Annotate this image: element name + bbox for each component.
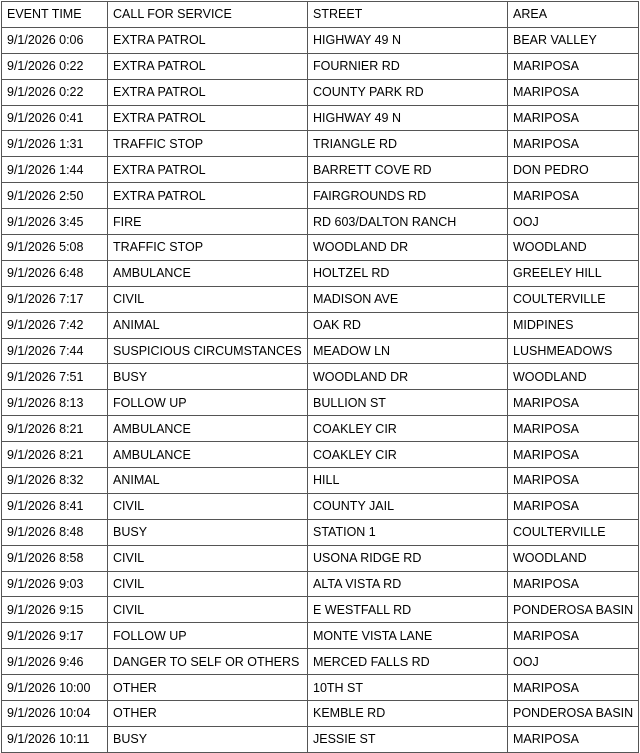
cell-area: PONDEROSA BASIN xyxy=(508,701,639,727)
table-row xyxy=(2,260,639,286)
table-row xyxy=(2,235,639,261)
table-row xyxy=(2,701,639,727)
table-row xyxy=(2,27,639,53)
table-row xyxy=(2,623,639,649)
cell-call-for-service: EXTRA PATROL xyxy=(108,157,308,183)
cell-street: HIGHWAY 49 N xyxy=(308,105,508,131)
cell-call-for-service: OTHER xyxy=(108,701,308,727)
cell-street: BULLION ST xyxy=(308,390,508,416)
cell-street: E WESTFALL RD xyxy=(308,597,508,623)
cell-area: WOODLAND xyxy=(508,545,639,571)
table-row xyxy=(2,545,639,571)
cell-street: JESSIE ST xyxy=(308,726,508,752)
table-row xyxy=(2,597,639,623)
cell-event-time: 9/1/2026 1:44 xyxy=(2,157,108,183)
table-row xyxy=(2,519,639,545)
cell-event-time: 9/1/2026 6:48 xyxy=(2,260,108,286)
cell-area: MARIPOSA xyxy=(508,105,639,131)
cell-area: MARIPOSA xyxy=(508,468,639,494)
table-row xyxy=(2,157,639,183)
cell-call-for-service: FOLLOW UP xyxy=(108,390,308,416)
cell-event-time: 9/1/2026 8:13 xyxy=(2,390,108,416)
cell-area: GREELEY HILL xyxy=(508,260,639,286)
cell-street: RD 603/DALTON RANCH xyxy=(308,209,508,235)
cell-area: OOJ xyxy=(508,649,639,675)
cell-call-for-service: SUSPICIOUS CIRCUMSTANCES xyxy=(108,338,308,364)
cell-event-time: 9/1/2026 9:15 xyxy=(2,597,108,623)
cell-event-time: 9/1/2026 3:45 xyxy=(2,209,108,235)
cell-call-for-service: BUSY xyxy=(108,364,308,390)
cell-street: MONTE VISTA LANE xyxy=(308,623,508,649)
cell-event-time: 9/1/2026 9:03 xyxy=(2,571,108,597)
cell-area: MARIPOSA xyxy=(508,183,639,209)
cell-street: FAIRGROUNDS RD xyxy=(308,183,508,209)
cell-street: MERCED FALLS RD xyxy=(308,649,508,675)
cell-call-for-service: BUSY xyxy=(108,726,308,752)
cell-call-for-service: ANIMAL xyxy=(108,468,308,494)
cell-street: WOODLAND DR xyxy=(308,364,508,390)
cell-area: COULTERVILLE xyxy=(508,519,639,545)
call-log-table xyxy=(1,1,639,753)
cell-street: HOLTZEL RD xyxy=(308,260,508,286)
table-row xyxy=(2,183,639,209)
table-row xyxy=(2,131,639,157)
cell-area: WOODLAND xyxy=(508,235,639,261)
cell-area: DON PEDRO xyxy=(508,157,639,183)
cell-call-for-service: CIVIL xyxy=(108,493,308,519)
cell-call-for-service: CIVIL xyxy=(108,545,308,571)
header-call-for-service: CALL FOR SERVICE xyxy=(108,2,308,28)
cell-call-for-service: BUSY xyxy=(108,519,308,545)
cell-call-for-service: ANIMAL xyxy=(108,312,308,338)
table-body xyxy=(2,27,639,752)
cell-street: HIGHWAY 49 N xyxy=(308,27,508,53)
cell-street: BARRETT COVE RD xyxy=(308,157,508,183)
header-area: AREA xyxy=(508,2,639,28)
cell-area: WOODLAND xyxy=(508,364,639,390)
cell-event-time: 9/1/2026 9:46 xyxy=(2,649,108,675)
cell-event-time: 9/1/2026 2:50 xyxy=(2,183,108,209)
cell-street: TRIANGLE RD xyxy=(308,131,508,157)
header-row xyxy=(2,2,639,28)
cell-event-time: 9/1/2026 1:31 xyxy=(2,131,108,157)
table-row xyxy=(2,649,639,675)
cell-call-for-service: CIVIL xyxy=(108,286,308,312)
table-row xyxy=(2,726,639,752)
table-row xyxy=(2,675,639,701)
cell-call-for-service: CIVIL xyxy=(108,597,308,623)
cell-street: MADISON AVE xyxy=(308,286,508,312)
table-row xyxy=(2,442,639,468)
cell-event-time: 9/1/2026 7:44 xyxy=(2,338,108,364)
cell-street: 10TH ST xyxy=(308,675,508,701)
cell-area: MARIPOSA xyxy=(508,131,639,157)
cell-event-time: 9/1/2026 8:21 xyxy=(2,416,108,442)
cell-area: MARIPOSA xyxy=(508,571,639,597)
cell-event-time: 9/1/2026 8:41 xyxy=(2,493,108,519)
cell-area: BEAR VALLEY xyxy=(508,27,639,53)
cell-call-for-service: FIRE xyxy=(108,209,308,235)
cell-call-for-service: TRAFFIC STOP xyxy=(108,131,308,157)
cell-event-time: 9/1/2026 0:06 xyxy=(2,27,108,53)
cell-call-for-service: CIVIL xyxy=(108,571,308,597)
table-row xyxy=(2,364,639,390)
table-row xyxy=(2,312,639,338)
table-row xyxy=(2,571,639,597)
cell-call-for-service: TRAFFIC STOP xyxy=(108,235,308,261)
header-event-time: EVENT TIME xyxy=(2,2,108,28)
cell-area: COULTERVILLE xyxy=(508,286,639,312)
cell-call-for-service: OTHER xyxy=(108,675,308,701)
cell-call-for-service: FOLLOW UP xyxy=(108,623,308,649)
cell-event-time: 9/1/2026 10:04 xyxy=(2,701,108,727)
cell-event-time: 9/1/2026 0:41 xyxy=(2,105,108,131)
cell-event-time: 9/1/2026 8:21 xyxy=(2,442,108,468)
cell-area: MIDPINES xyxy=(508,312,639,338)
cell-event-time: 9/1/2026 9:17 xyxy=(2,623,108,649)
cell-area: MARIPOSA xyxy=(508,53,639,79)
table-row xyxy=(2,493,639,519)
cell-event-time: 9/1/2026 7:42 xyxy=(2,312,108,338)
table-row xyxy=(2,468,639,494)
cell-call-for-service: EXTRA PATROL xyxy=(108,53,308,79)
table-row xyxy=(2,53,639,79)
table-row xyxy=(2,338,639,364)
cell-call-for-service: AMBULANCE xyxy=(108,416,308,442)
cell-event-time: 9/1/2026 8:58 xyxy=(2,545,108,571)
cell-area: LUSHMEADOWS xyxy=(508,338,639,364)
cell-event-time: 9/1/2026 7:51 xyxy=(2,364,108,390)
cell-call-for-service: EXTRA PATROL xyxy=(108,27,308,53)
cell-event-time: 9/1/2026 10:11 xyxy=(2,726,108,752)
table-row xyxy=(2,79,639,105)
cell-call-for-service: AMBULANCE xyxy=(108,442,308,468)
cell-street: HILL xyxy=(308,468,508,494)
cell-street: COUNTY PARK RD xyxy=(308,79,508,105)
cell-area: OOJ xyxy=(508,209,639,235)
cell-event-time: 9/1/2026 10:00 xyxy=(2,675,108,701)
cell-street: MEADOW LN xyxy=(308,338,508,364)
cell-call-for-service: AMBULANCE xyxy=(108,260,308,286)
cell-call-for-service: EXTRA PATROL xyxy=(108,105,308,131)
cell-area: MARIPOSA xyxy=(508,493,639,519)
cell-area: MARIPOSA xyxy=(508,79,639,105)
header-street: STREET xyxy=(308,2,508,28)
cell-area: MARIPOSA xyxy=(508,623,639,649)
table-row xyxy=(2,416,639,442)
cell-street: COAKLEY CIR xyxy=(308,416,508,442)
cell-event-time: 9/1/2026 7:17 xyxy=(2,286,108,312)
cell-street: ALTA VISTA RD xyxy=(308,571,508,597)
cell-area: MARIPOSA xyxy=(508,390,639,416)
cell-area: MARIPOSA xyxy=(508,416,639,442)
cell-area: MARIPOSA xyxy=(508,675,639,701)
table-row xyxy=(2,105,639,131)
cell-street: STATION 1 xyxy=(308,519,508,545)
cell-event-time: 9/1/2026 0:22 xyxy=(2,79,108,105)
cell-event-time: 9/1/2026 0:22 xyxy=(2,53,108,79)
cell-event-time: 9/1/2026 8:32 xyxy=(2,468,108,494)
table-row xyxy=(2,209,639,235)
cell-call-for-service: EXTRA PATROL xyxy=(108,183,308,209)
cell-event-time: 9/1/2026 5:08 xyxy=(2,235,108,261)
cell-street: USONA RIDGE RD xyxy=(308,545,508,571)
cell-call-for-service: DANGER TO SELF OR OTHERS xyxy=(108,649,308,675)
cell-street: KEMBLE RD xyxy=(308,701,508,727)
cell-call-for-service: EXTRA PATROL xyxy=(108,79,308,105)
cell-street: COUNTY JAIL xyxy=(308,493,508,519)
cell-street: WOODLAND DR xyxy=(308,235,508,261)
table-row xyxy=(2,390,639,416)
table-row xyxy=(2,286,639,312)
cell-area: PONDEROSA BASIN xyxy=(508,597,639,623)
cell-street: OAK RD xyxy=(308,312,508,338)
cell-event-time: 9/1/2026 8:48 xyxy=(2,519,108,545)
cell-area: MARIPOSA xyxy=(508,726,639,752)
cell-street: FOURNIER RD xyxy=(308,53,508,79)
cell-street: COAKLEY CIR xyxy=(308,442,508,468)
cell-area: MARIPOSA xyxy=(508,442,639,468)
